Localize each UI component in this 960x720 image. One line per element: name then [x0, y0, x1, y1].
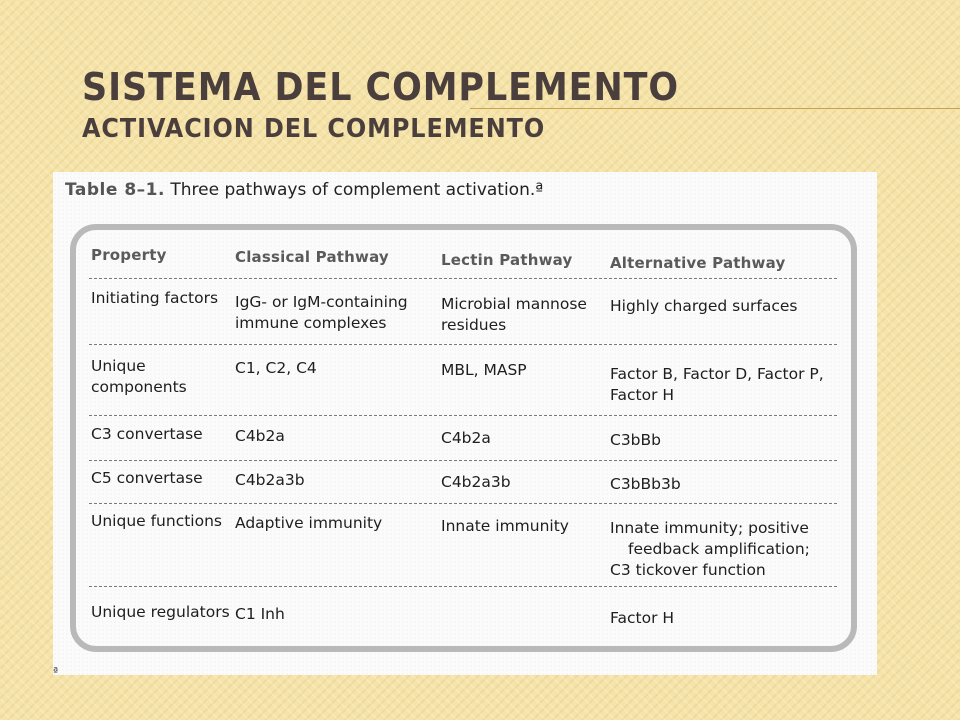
table-cell-property: Initiating factors	[91, 289, 219, 307]
table-cell-alternative: C3bBb	[610, 431, 661, 449]
row-divider	[89, 460, 837, 461]
slide-title: SISTEMA DEL COMPLEMENTO	[82, 65, 680, 109]
header-classical: Classical Pathway	[235, 248, 389, 266]
table-cell-lectin: Innate immunity	[441, 517, 569, 535]
table-cell-classical: C1, C2, C4	[235, 359, 317, 377]
slide-title-block	[82, 65, 731, 144]
footnote-fragment: ª	[53, 665, 59, 675]
table-cell-property: Unique functions	[91, 512, 222, 530]
table-cell-lectin: C4b2a	[441, 429, 491, 447]
table-caption	[65, 180, 543, 200]
table-cell-lectin: Microbial mannose residues	[441, 295, 587, 334]
table-cell-classical: C4b2a3b	[235, 471, 305, 489]
table-cell-lectin: MBL, MASP	[441, 361, 527, 379]
table-cell-property: C5 convertase	[91, 469, 203, 487]
table-cell-property: Unique components	[91, 357, 187, 396]
table-cell-alternative: Highly charged surfaces	[610, 297, 798, 315]
table-cell-classical: IgG- or IgM-containing immune complexes	[235, 293, 408, 332]
scanned-table-image	[53, 172, 877, 675]
slide-subtitle: ACTIVACION DEL COMPLEMENTO	[82, 114, 546, 144]
row-divider	[89, 586, 837, 587]
table-cell-property: Unique regulators	[91, 603, 230, 621]
table-cell-classical: Adaptive immunity	[235, 514, 383, 532]
header-lectin: Lectin Pathway	[441, 251, 573, 269]
table-cell-classical: C4b2a	[235, 427, 285, 445]
table-number: Table 8–1.	[65, 180, 165, 200]
table-cell-alternative: Factor H	[610, 609, 675, 627]
header-property: Property	[91, 246, 167, 264]
table-cell-alternative: C3bBb3b	[610, 475, 681, 493]
table-caption-text: Three pathways of complement activation.ª	[170, 180, 544, 200]
table-cell-lectin: C4b2a3b	[441, 473, 511, 491]
header-alternative: Alternative Pathway	[610, 254, 786, 272]
table-cell-classical: C1 Inh	[235, 605, 285, 623]
table-cell-alternative: Factor B, Factor D, Factor P, Factor H	[610, 365, 824, 404]
row-divider	[89, 415, 837, 416]
row-divider	[89, 278, 837, 279]
row-divider	[89, 344, 837, 345]
table-cell-alternative: Innate immunity; positive feedback amplification; C3 tickover function	[610, 519, 810, 579]
table-cell-property: C3 convertase	[91, 425, 203, 443]
row-divider	[89, 503, 837, 504]
